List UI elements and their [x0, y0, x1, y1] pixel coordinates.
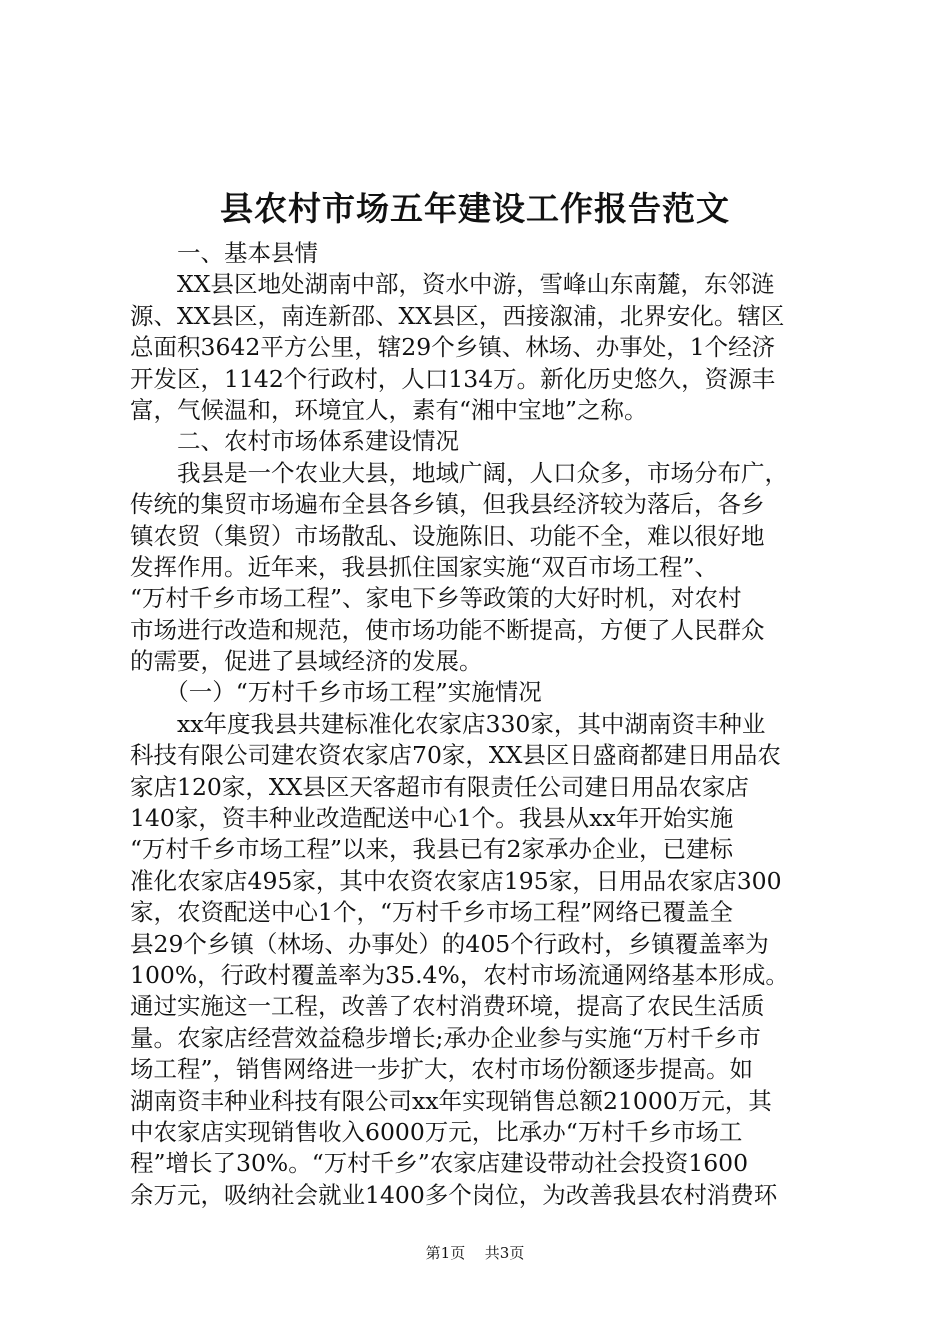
text-line: “万村千乡市场工程”、家电下乡等政策的大好时机，对农村 — [130, 584, 742, 613]
page-footer — [0, 1243, 950, 1263]
text-line: 县29个乡镇（林场、办事处）的405个行政村，乡镇覆盖率为 — [130, 929, 769, 958]
text-line: 镇农贸（集贸）市场散乱、设施陈旧、功能不全，难以很好地 — [130, 521, 765, 550]
text-line: 富，气候温和，环境宜人，素有“湘中宝地”之称。 — [130, 395, 648, 424]
text-line: 二、农村市场体系建设情况 — [130, 427, 459, 456]
text-line: 湖南资丰种业科技有限公司xx年实现销售总额21000万元，其 — [130, 1086, 772, 1115]
text-line: 余万元，吸纳社会就业1400多个岗位，为改善我县农村消费环 — [130, 1180, 778, 1209]
text-line: 量。农家店经营效益稳步增长;承办企业参与实施“万村千乡市 — [130, 1023, 761, 1052]
text-line: xx年度我县共建标准化农家店330家，其中湖南资丰种业 — [130, 709, 766, 738]
text-line: 发挥作用。近年来，我县抓住国家实施“双百市场工程”、 — [130, 552, 719, 581]
document-title: 县农村市场五年建设工作报告范文 — [220, 189, 730, 228]
text-line: 家，农资配送中心1个，“万村千乡市场工程”网络已覆盖全 — [130, 898, 733, 927]
text-line: 一、基本县情 — [130, 239, 318, 267]
text-line: 场工程”，销售网络进一步扩大，农村市场份额逐步提高。如 — [130, 1055, 754, 1084]
page-number: 第1页 — [425, 1244, 466, 1262]
text-line: 传统的集贸市场遍布全县各乡镇，但我县经济较为落后，各乡 — [130, 490, 765, 519]
text-line: 开发区，1142个行政村，人口134万。新化历史悠久，资源丰 — [130, 364, 776, 393]
text-line: 家店120家，XX县区天客超市有限责任公司建日用品农家店 — [130, 772, 749, 801]
text-line: 总面积3642平方公里，辖29个乡镇、林场、办事处，1个经济 — [130, 333, 776, 362]
text-line: XX县区地处湖南中部，资水中游，雪峰山东南麓，东邻涟 — [130, 270, 775, 299]
text-line: 程”增长了30%。“万村千乡”农家店建设带动社会投资1600 — [130, 1149, 749, 1178]
text-line: 我县是一个农业大县，地域广阔，人口众多，市场分布广， — [130, 458, 788, 487]
page-total: 共3页 — [484, 1244, 525, 1262]
text-line: 准化农家店495家，其中农资农家店195家，日用品农家店300 — [130, 866, 782, 895]
text-line: 100%，行政村覆盖率为35.4%，农村市场流通网络基本形成。 — [130, 960, 789, 989]
text-line: 中农家店实现销售收入6000万元，比承办“万村千乡市场工 — [130, 1117, 743, 1146]
text-line: 通过实施这一工程，改善了农村消费环境，提高了农民生活质 — [130, 992, 765, 1021]
text-line: 的需要，促进了县域经济的发展。 — [130, 647, 483, 676]
text-line: “万村千乡市场工程”以来，我县已有2家承办企业，已建标 — [130, 835, 733, 864]
document-body — [130, 238, 830, 1211]
text-line: 市场进行改造和规范，使市场功能不断提高，方便了人民群众 — [130, 615, 765, 644]
text-line: 源、XX县区，南连新邵、XX县区，西接溆浦，北界安化。辖区 — [130, 301, 785, 330]
text-line: （一）“万村千乡市场工程”实施情况 — [130, 678, 542, 707]
text-line: 科技有限公司建农资农家店70家，XX县区日盛商都建日用品农 — [130, 741, 781, 770]
text-line: 140家，资丰种业改造配送中心1个。我县从xx年开始实施 — [130, 804, 734, 833]
